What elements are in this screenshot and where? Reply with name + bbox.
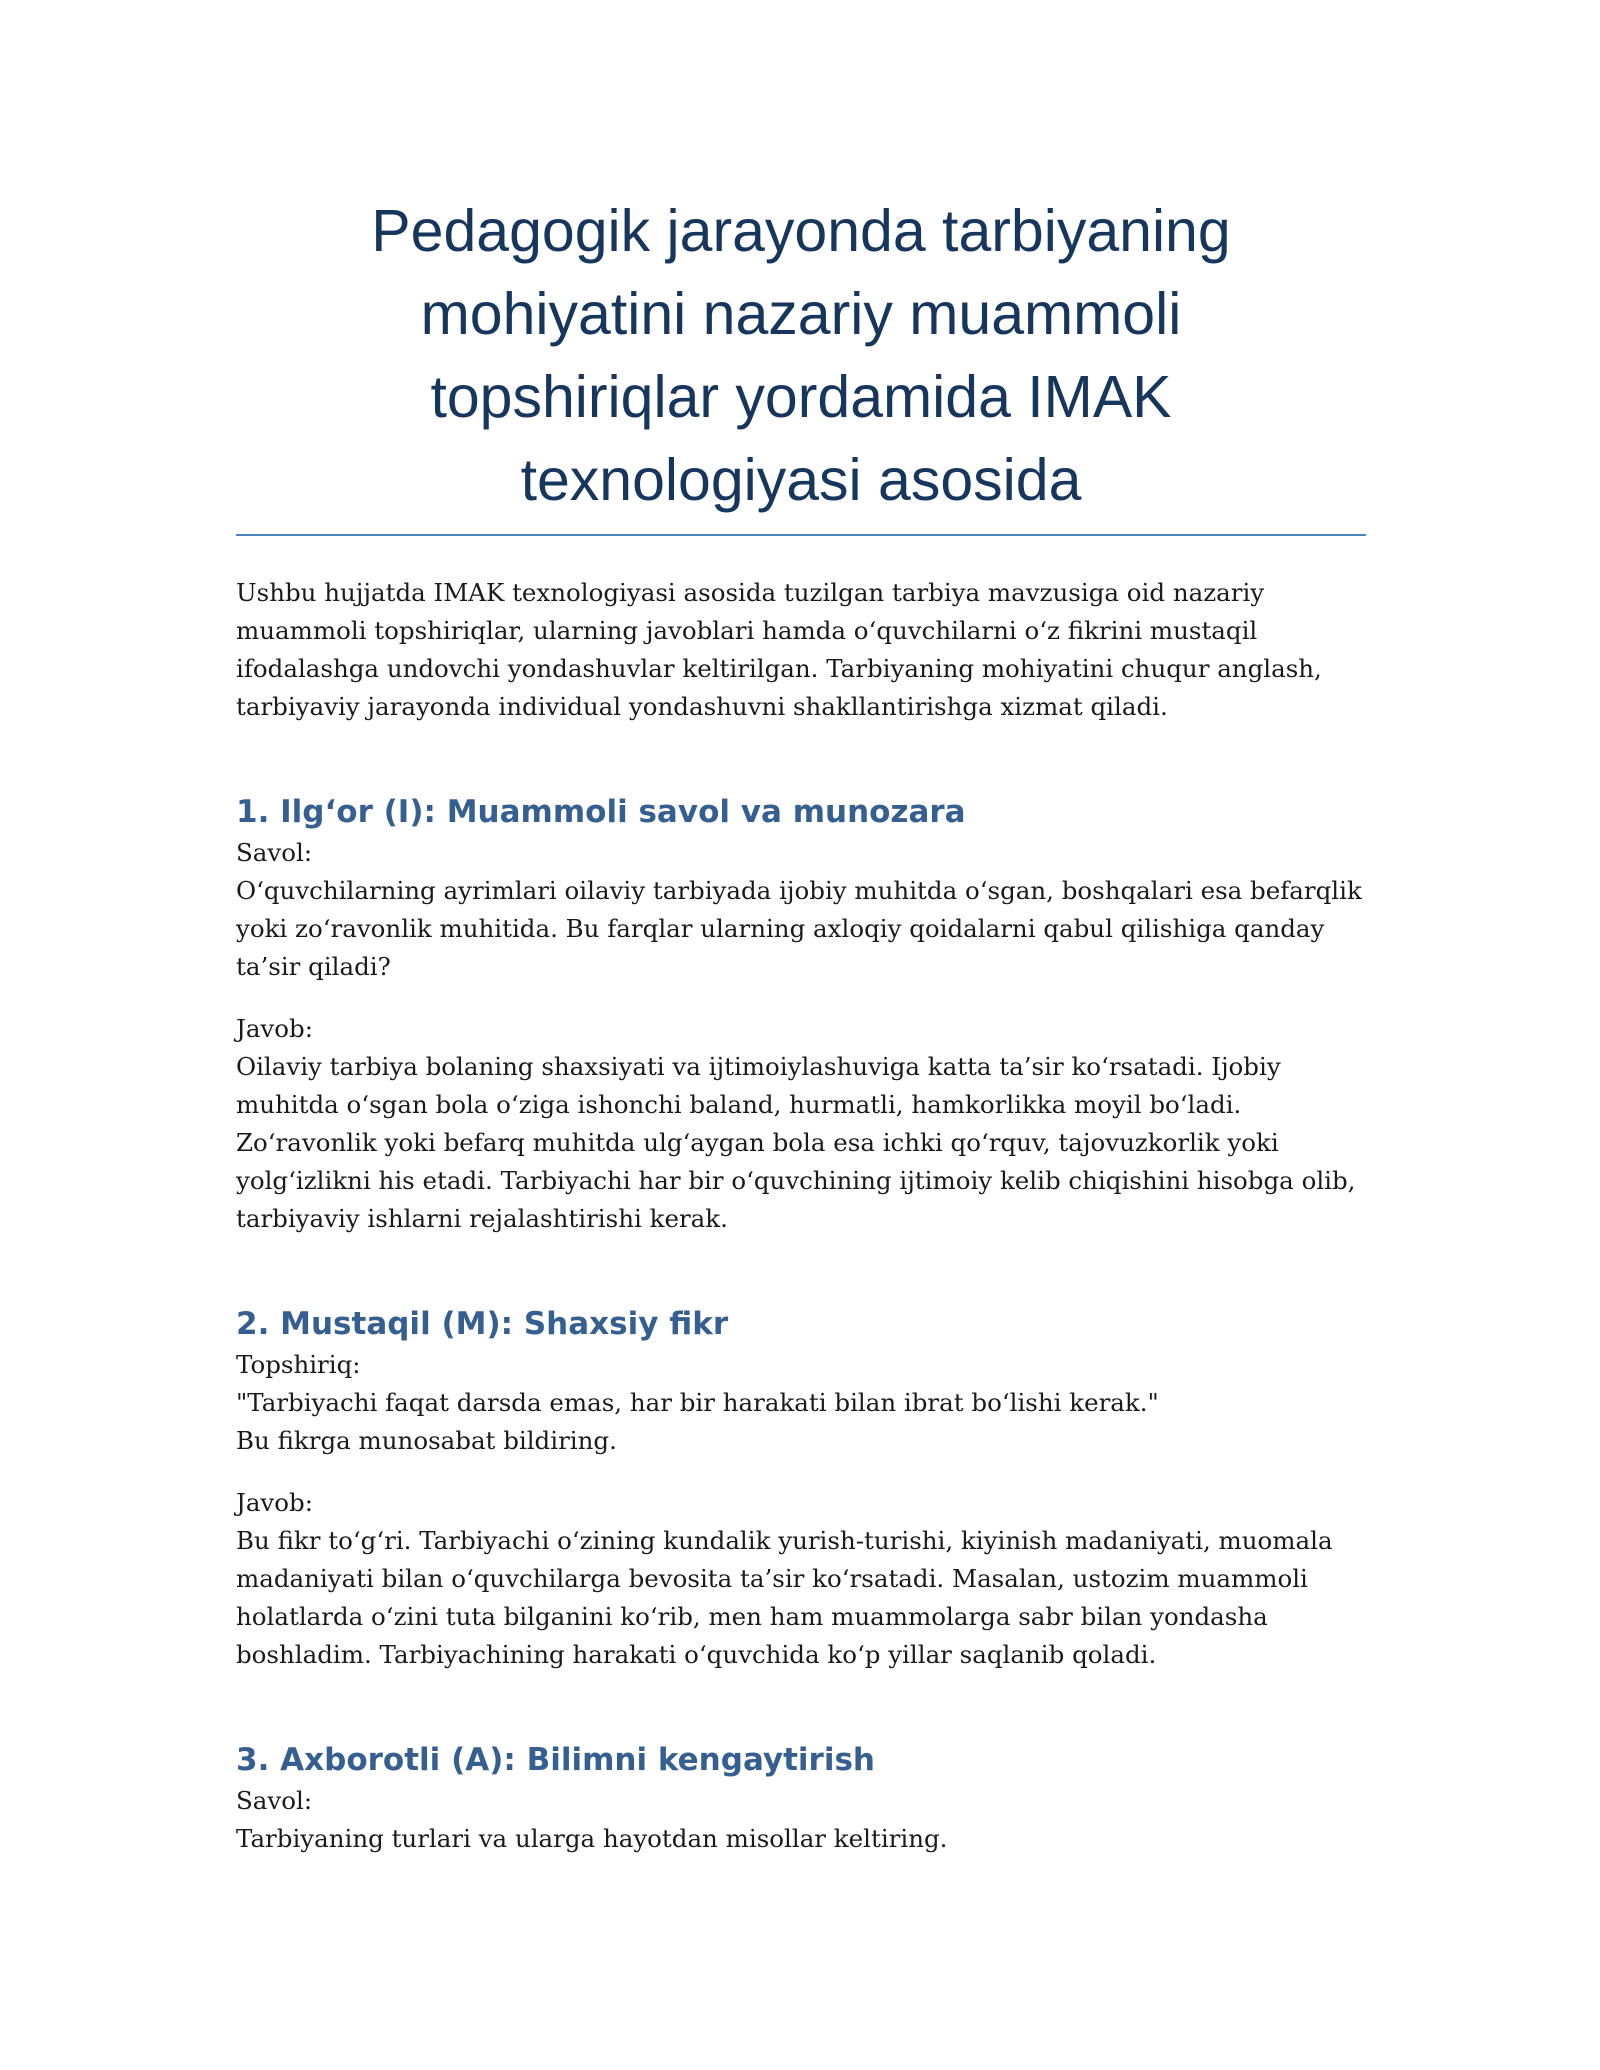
question-block [236, 1782, 1366, 1858]
question-text: Tarbiyaning turlari va ularga hayotdan misollar keltiring. [236, 1824, 948, 1853]
section-2 [236, 1302, 1366, 1674]
question-label: Savol: [236, 1786, 313, 1815]
document-content [236, 190, 1366, 1858]
intro-paragraph: Ushbu hujjatda IMAK texnologiyasi asosida tuzilgan tarbiya mavzusiga oid nazariy muammoli topshiriqlar, ularning javoblari hamda o‘quvchilarni o‘z fikrini mustaqil ifodalashga undovchi yondashuvlar keltirilgan. Tarbiyaning mohiyatini chuqur anglash, tarbiyaviy jarayonda individual yondashuvni shakllantirishga xizmat qiladi. [236, 578, 1322, 721]
section-heading: 1. Ilg‘or (I): Muammoli savol va munozara [236, 794, 966, 830]
task-block [236, 1346, 1366, 1460]
answer-label: Javob: [236, 1014, 313, 1043]
answer-label: Javob: [236, 1488, 313, 1517]
task-quote: "Tarbiyachi faqat darsda emas, har bir harakati bilan ibrat bo‘lishi kerak." [236, 1388, 1159, 1417]
answer-text: Oilaviy tarbiya bolaning shaxsiyati va ijtimoiylashuviga katta ta’sir ko‘rsatadi. Ijobiy muhitda o‘sgan bola o‘ziga ishonchi baland, hurmatli, hamkorlikka moyil bo‘ladi. Zo‘ravonlik yoki befarq muhitda ulg‘aygan bola esa ichki qo‘rquv, tajovuzkorlik yoki yolg‘izlikni his etadi. Tarbiyachi har bir o‘quvchining ijtimoiy kelib chiqishini hisobga olib, tarbiyaviy ishlarni rejalashtirishi kerak. [236, 1052, 1356, 1233]
title-divider [236, 534, 1366, 536]
task-text: Bu fikrga munosabat bildiring. [236, 1426, 617, 1455]
question-text: O‘quvchilarning ayrimlari oilaviy tarbiyada ijobiy muhitda o‘sgan, boshqalari esa befarqlik yoki zo‘ravonlik muhitida. Bu farqlar ularning axloqiy qoidalarni qabul qilishiga qanday ta’sir qiladi? [236, 876, 1362, 981]
document-title: Pedagogik jarayonda tarbiyaning mohiyatini nazariy muammoli topshiriqlar yordamida IMAK texnologiyasi asosida [371, 198, 1231, 513]
section-3 [236, 1738, 1366, 1858]
question-label: Savol: [236, 838, 313, 867]
question-block [236, 834, 1366, 986]
answer-block [236, 1484, 1366, 1674]
answer-block [236, 1010, 1366, 1238]
task-label: Topshiriq: [236, 1350, 361, 1379]
section-1 [236, 790, 1366, 1238]
section-heading: 3. Axborotli (A): Bilimni kengaytirish [236, 1742, 875, 1778]
answer-text: Bu fikr to‘g‘ri. Tarbiyachi o‘zining kundalik yurish-turishi, kiyinish madaniyati, muomala madaniyati bilan o‘quvchilarga bevosita ta’sir ko‘rsatadi. Masalan, ustozim muammoli holatlarda o‘zini tuta bilganini ko‘rib, men ham muammolarga sabr bilan yondasha boshladim. Tarbiyachining harakati o‘quvchida ko‘p yillar saqlanib qoladi. [236, 1526, 1333, 1669]
section-heading: 2. Mustaqil (M): Shaxsiy fikr [236, 1306, 729, 1342]
